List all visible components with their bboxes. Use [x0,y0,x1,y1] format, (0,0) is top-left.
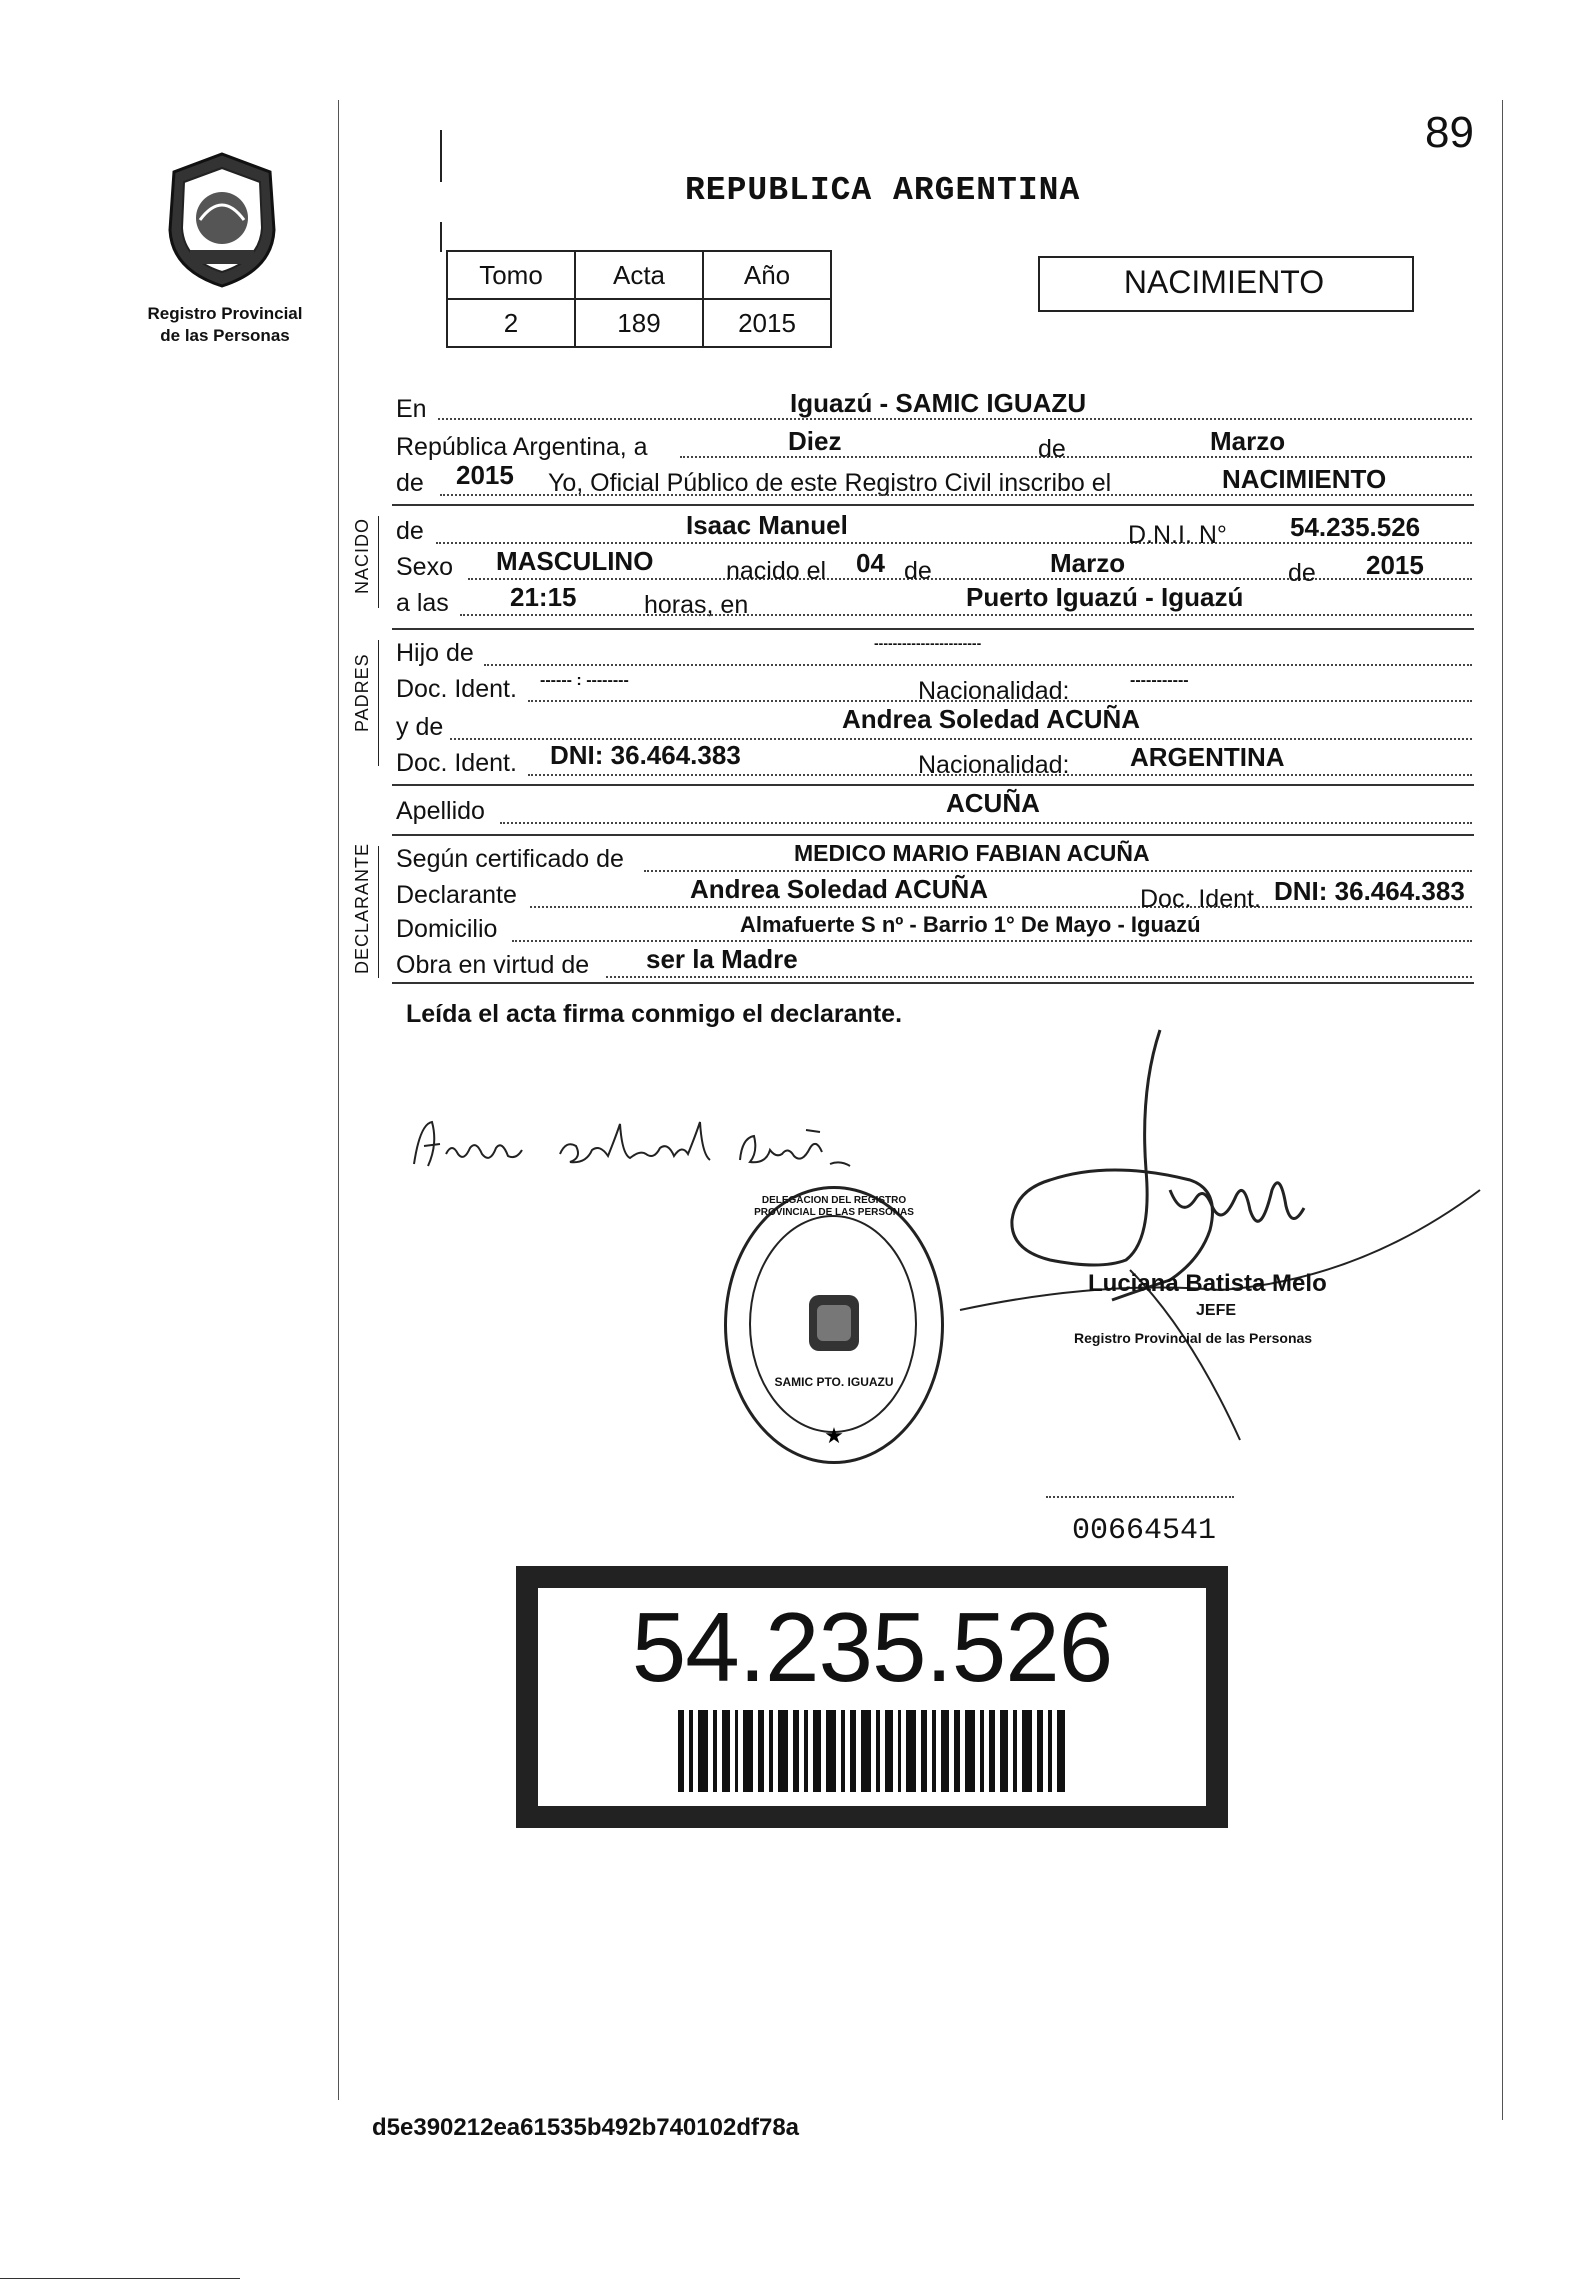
nacionalidad-label: Nacionalidad: [918,677,1070,705]
page-number: 89 [1425,108,1474,157]
doc-label: Doc. Ident. [1140,885,1261,913]
de-label: de [396,469,424,497]
closing-statement: Leída el acta firma conmigo el declarante. [406,1000,903,1028]
apellido-label: Apellido [396,797,485,825]
table-value-acta: 189 [575,299,703,347]
country-title: REPUBLICA ARGENTINA [685,172,1081,209]
section-label-padres: PADRES [352,653,372,732]
child-dni-value: 54.235.526 [1290,512,1421,542]
mother-value: Andrea Soledad ACUÑA [842,704,1141,734]
section-divider [392,982,1474,984]
cert-label: Según certificado de [396,845,624,873]
a-las-label: a las [396,589,449,617]
seal-outer-text: DELEGACION DEL REGISTRO PROVINCIAL DE LAS PERSONAS [754,1195,914,1218]
doc-label: Doc. Ident. [396,675,517,703]
section-divider [392,504,1474,506]
dots [440,494,1472,496]
dots [436,542,1472,544]
dni-barcode-label [516,1566,1228,1828]
title-mark [440,130,442,182]
dots [644,870,1472,872]
dni-barcode-inner [538,1588,1206,1806]
en-label: En [396,395,427,423]
republica-label: República Argentina, a [396,433,648,461]
serial-rule [1046,1496,1234,1499]
official-title: JEFE [1196,1302,1237,1319]
section-label-declarante: DECLARANTE [352,842,372,974]
birth-day-value: 04 [856,548,885,578]
dots [512,940,1472,942]
apellido-value: ACUÑA [946,788,1040,818]
father-value: ----------------------- [874,635,982,651]
book-table [446,250,832,348]
seal-inner-text: SAMIC PTO. IGUAZU [774,1375,894,1389]
barcode-bars [678,1710,1065,1792]
hijo-label: Hijo de [396,639,474,667]
nacionalidad-label: Nacionalidad: [918,751,1070,779]
declarante-doc-value: DNI: 36.464.383 [1274,876,1465,906]
registry-name-line1: Registro Provincial [147,304,303,323]
mother-doc-value: DNI: 36.464.383 [550,740,741,770]
doc-label: Doc. Ident. [396,749,517,777]
de-label: de [1288,559,1316,587]
dots [530,906,1472,908]
registered-value: NACIMIENTO [1222,464,1387,494]
official-signature [900,1010,1500,1450]
cert-value: MEDICO MARIO FABIAN ACUÑA [794,840,1150,866]
official-name: Luciana Batista Melo [1088,1270,1327,1297]
dots [680,456,1472,458]
officer-text: Yo, Oficial Público de este Registro Civil inscribo el [548,469,1112,497]
birth-year-value: 2015 [1366,550,1424,580]
father-nat-value: ----------- [1130,672,1189,689]
day-value: Diez [788,426,842,456]
left-margin-rule [338,100,339,2100]
table-value-anio: 2015 [703,299,831,347]
birth-month-value: Marzo [1050,548,1126,578]
province-emblem [160,150,284,290]
table-header-anio: Año [703,251,831,299]
de-label: de [1038,435,1066,463]
dni-big-number: 54.235.526 [631,1592,1113,1702]
obra-value: ser la Madre [646,944,798,974]
domicilio-label: Domicilio [396,915,498,943]
declarante-value: Andrea Soledad ACUÑA [690,874,989,904]
dots [468,578,1472,580]
right-margin-rule [1502,100,1503,2120]
table-value-tomo: 2 [447,299,575,347]
nacido-el-label: nacido el [726,557,827,585]
section-divider [392,784,1474,786]
dni-label: D.N.I. N° [1128,521,1227,549]
y-de-label: y de [396,713,444,741]
section-label-nacido: NACIDO [352,517,372,594]
sexo-value: MASCULINO [496,546,654,576]
serial-number: 00664541 [1072,1514,1217,1548]
dots [460,614,1472,616]
domicilio-value: Almafuerte S nº - Barrio 1° De Mayo - Iguazú [740,912,1201,937]
de-label: de [904,557,932,585]
official-office: Registro Provincial de las Personas [1074,1330,1313,1346]
table-header-acta: Acta [575,251,703,299]
section-divider [392,834,1474,836]
dots [500,822,1472,824]
obra-label: Obra en virtud de [396,951,590,979]
table-header-tomo: Tomo [447,251,575,299]
declarante-label: Declarante [396,881,517,909]
declarante-bracket [378,846,379,978]
sexo-label: Sexo [396,553,453,581]
birth-place-value: Puerto Iguazú - Iguazú [966,582,1244,612]
dots [484,664,1472,666]
place-value: Iguazú - SAMIC IGUAZU [790,388,1087,418]
dots [438,418,1472,420]
bottom-rule [0,2278,240,2279]
month-value: Marzo [1210,426,1286,456]
declarant-signature [410,1114,880,1184]
nacido-de-label: de [396,517,424,545]
child-name-value: Isaac Manuel [686,510,848,540]
svg-text:★: ★ [824,1423,844,1448]
dots [606,976,1472,978]
book-table-value-row [447,299,831,347]
book-table-header-row [447,251,831,299]
document-hash: d5e390212ea61535b492b740102df78a [372,2114,800,2141]
act-type-label: NACIMIENTO [1123,264,1325,300]
year-value: 2015 [456,460,514,490]
time-value: 21:15 [510,582,577,612]
mother-nat-value: ARGENTINA [1130,742,1285,772]
registry-name-line2: de las Personas [160,326,290,345]
horas-label: horas, en [644,591,749,619]
table-mark [440,222,442,252]
padres-bracket [378,640,379,766]
father-doc-value: ------ : -------- [540,672,629,689]
nacido-bracket [378,516,379,608]
